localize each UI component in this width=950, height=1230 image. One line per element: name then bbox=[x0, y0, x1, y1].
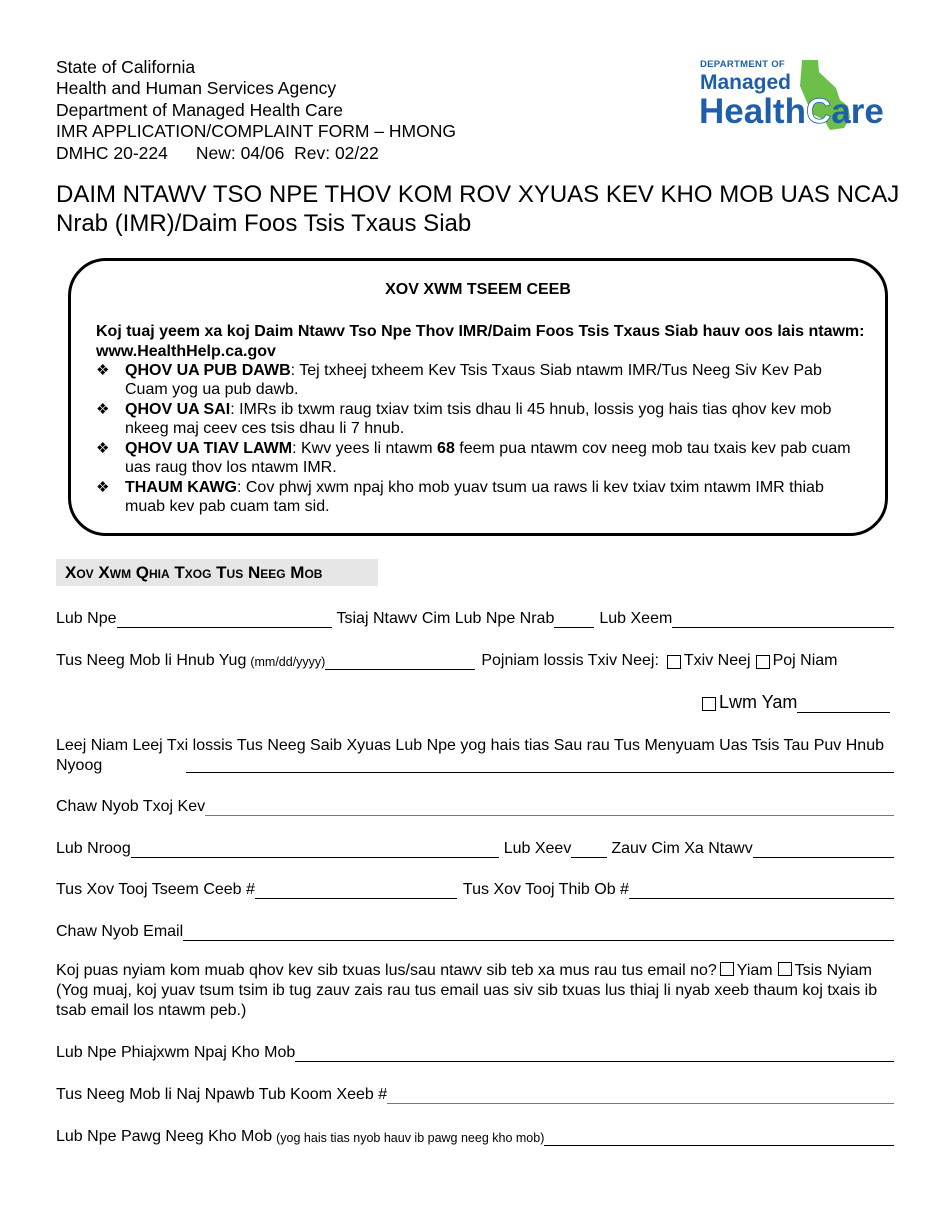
yes-checkbox[interactable] bbox=[720, 962, 734, 976]
other-label: Lwm Yam bbox=[719, 692, 798, 712]
email-label: Chaw Nyob Email bbox=[56, 923, 184, 940]
medical-group-input[interactable] bbox=[544, 1127, 894, 1146]
diamond-bullet-icon: ❖ bbox=[96, 479, 110, 496]
section-title: Xov Xwm Qhia Txog Tus Neeg Mob bbox=[56, 559, 378, 586]
notice-list bbox=[96, 361, 866, 517]
dmhc-logo bbox=[698, 56, 896, 132]
header-line: State of California bbox=[56, 57, 196, 77]
guardian-label: Leej Niam Leej Txi lossis Tus Neeg Saib Xyuas Lub Npe yog hais tias Sau rau Tus Menyuam Uas Tsis Tau Puv Hnub Nyoog bbox=[56, 737, 884, 774]
dob-label: Tus Neeg Mob li Hnub Yug bbox=[56, 652, 247, 669]
male-label: Txiv Neej bbox=[683, 652, 751, 669]
state-label: Lub Xeev bbox=[503, 840, 572, 857]
logo-bottom-text bbox=[699, 92, 884, 131]
list-item bbox=[96, 478, 866, 516]
header-line: IMR APPLICATION/COMPLAINT FORM – HMONG bbox=[56, 121, 456, 142]
email-input[interactable] bbox=[183, 922, 894, 941]
health-plan-input[interactable] bbox=[295, 1043, 894, 1062]
address-input[interactable] bbox=[205, 797, 894, 816]
middle-initial-label: Tsiaj Ntawv Cim Lub Npe Nrab bbox=[336, 610, 555, 627]
notice-item-label: QHOV UA PUB DAWB bbox=[125, 362, 291, 379]
city-input[interactable] bbox=[131, 839, 499, 858]
other-input[interactable] bbox=[797, 694, 890, 713]
no-label: Tsis Nyiam bbox=[794, 962, 872, 979]
yes-label: Yiam bbox=[736, 962, 773, 979]
notice-item-number: 68 bbox=[437, 440, 455, 457]
diamond-bullet-icon: ❖ bbox=[96, 401, 110, 418]
dob-gender-row bbox=[56, 648, 894, 670]
address-label: Chaw Nyob Txoj Kev bbox=[56, 798, 206, 815]
member-id-input[interactable] bbox=[387, 1085, 894, 1104]
male-checkbox[interactable] bbox=[667, 655, 681, 669]
city-row bbox=[56, 836, 894, 858]
dob-hint: (mm/dd/yyyy) bbox=[250, 655, 326, 669]
logo-are: are bbox=[831, 92, 884, 131]
city-label: Lub Nroog bbox=[56, 840, 131, 857]
logo-health: Health bbox=[699, 92, 806, 131]
notice-heading: XOV XWM TSEEM CEEB bbox=[385, 281, 571, 298]
email-note: (Yog muaj, koj yuav tsum tsim ib tug zauv zais rau tus email uas siv sib txuas lus thiaj li nyab xeeb thaum koj txais ib tsab email los ntawm peb.) bbox=[56, 982, 878, 1019]
notice-intro: Koj tuaj yeem xa koj Daim Ntawv Tso Npe Thov IMR/Daim Foos Tsis Txaus Siab hauv oos lais ntawm: www.HealthHelp.ca.gov bbox=[96, 323, 865, 360]
notice-item-label: QHOV UA SAI bbox=[125, 401, 231, 418]
gender-label: Pojniam lossis Txiv Neej: bbox=[481, 652, 659, 669]
diamond-bullet-icon: ❖ bbox=[96, 440, 110, 457]
other-gender-row bbox=[702, 691, 890, 713]
medical-group-hint: (yog hais tias nyob hauv ib pawg neeg kho mob) bbox=[276, 1131, 545, 1145]
member-id-label: Tus Neeg Mob li Naj Npawb Tub Koom Xeeb # bbox=[56, 1086, 388, 1103]
notice-item-text: : IMRs ib txwm raug txiav txim tsis dhau li 45 hnub, lossis yog hais tias qhov kev mob nkeeg maj ceev ces tsis dhau li 7 hnub. bbox=[125, 401, 832, 437]
first-name-input[interactable] bbox=[672, 609, 894, 628]
header-line: Health and Human Services Agency bbox=[56, 78, 337, 99]
email-row bbox=[56, 919, 894, 941]
phone-row bbox=[56, 877, 894, 899]
zip-label: Zauv Cim Xa Ntawv bbox=[611, 840, 753, 857]
health-plan-row bbox=[56, 1040, 894, 1062]
female-label: Poj Niam bbox=[772, 652, 838, 669]
no-checkbox[interactable] bbox=[778, 962, 792, 976]
alt-phone-input[interactable] bbox=[629, 880, 894, 899]
other-checkbox[interactable] bbox=[702, 697, 716, 711]
email-preference bbox=[56, 961, 894, 1021]
address-row bbox=[56, 794, 894, 816]
diamond-bullet-icon: ❖ bbox=[96, 362, 110, 379]
medical-group-label: Lub Npe Pawg Neeg Kho Mob bbox=[56, 1128, 273, 1145]
middle-initial-input[interactable] bbox=[554, 609, 594, 628]
dob-input[interactable] bbox=[325, 651, 475, 670]
notice-item-label: THAUM KAWG bbox=[125, 479, 237, 496]
notice-item-text: : Kwv yees li ntawm bbox=[292, 440, 438, 457]
form-number: DMHC 20-224 bbox=[56, 142, 168, 163]
notice-item-text: : Cov phwj xwm npaj kho mob yuav tsum ua raws li kev txiav txim ntawm IMR thiab muab kev pab cuam tam sid. bbox=[125, 479, 824, 515]
logo-mid-text: Managed bbox=[700, 71, 792, 94]
member-id-row bbox=[56, 1082, 894, 1104]
important-notice-box bbox=[68, 258, 888, 536]
form-dates: New: 04/06 Rev: 02/22 bbox=[195, 142, 379, 163]
email-question: Koj puas nyiam kom muab qhov kev sib txuas lus/sau ntawv sib teb xa mus rau tus email no? bbox=[56, 962, 717, 979]
notice-item-text: feem pua ntawm cov neeg mob tau txais kev pab cuam uas raug thov los ntawm IMR. bbox=[125, 440, 851, 476]
name-row bbox=[56, 606, 894, 628]
alt-phone-label: Tus Xov Tooj Thib Ob # bbox=[462, 881, 629, 898]
list-item bbox=[96, 439, 866, 477]
zip-input[interactable] bbox=[753, 839, 894, 858]
header-line: Department of Managed Health Care bbox=[56, 99, 343, 120]
health-plan-label: Lub Npe Phiajxwm Npaj Kho Mob bbox=[56, 1044, 296, 1061]
page-title: DAIM NTAWV TSO NPE THOV KOM ROV XYUAS KEV KHO MOB UAS NCAJ Nrab (IMR)/Daim Foos Tsis Txaus Siab bbox=[56, 181, 900, 237]
primary-phone-label: Tus Xov Tooj Tseem Ceeb # bbox=[56, 881, 255, 898]
agency-header bbox=[56, 57, 456, 164]
medical-group-row bbox=[56, 1124, 894, 1146]
primary-phone-input[interactable] bbox=[255, 880, 457, 899]
logo-top-text: DEPARTMENT OF bbox=[700, 59, 785, 70]
last-name-label: Lub Npe bbox=[56, 610, 117, 627]
first-name-label: Lub Xeem bbox=[599, 610, 673, 627]
state-input[interactable] bbox=[571, 839, 607, 858]
list-item bbox=[96, 400, 866, 438]
logo-c: C bbox=[805, 92, 832, 131]
list-item bbox=[96, 361, 866, 399]
form-number-line bbox=[56, 143, 456, 164]
female-checkbox[interactable] bbox=[756, 655, 770, 669]
last-name-input[interactable] bbox=[117, 609, 332, 628]
notice-item-label: QHOV UA TIAV LAWM bbox=[125, 440, 293, 457]
notice-item-text: : Tej txheej txheem Kev Tsis Txaus Siab ntawm IMR/Tus Neeg Siv Kev Pab Cuam yog ua pub dawb. bbox=[125, 362, 822, 398]
guardian-input[interactable] bbox=[186, 754, 894, 773]
